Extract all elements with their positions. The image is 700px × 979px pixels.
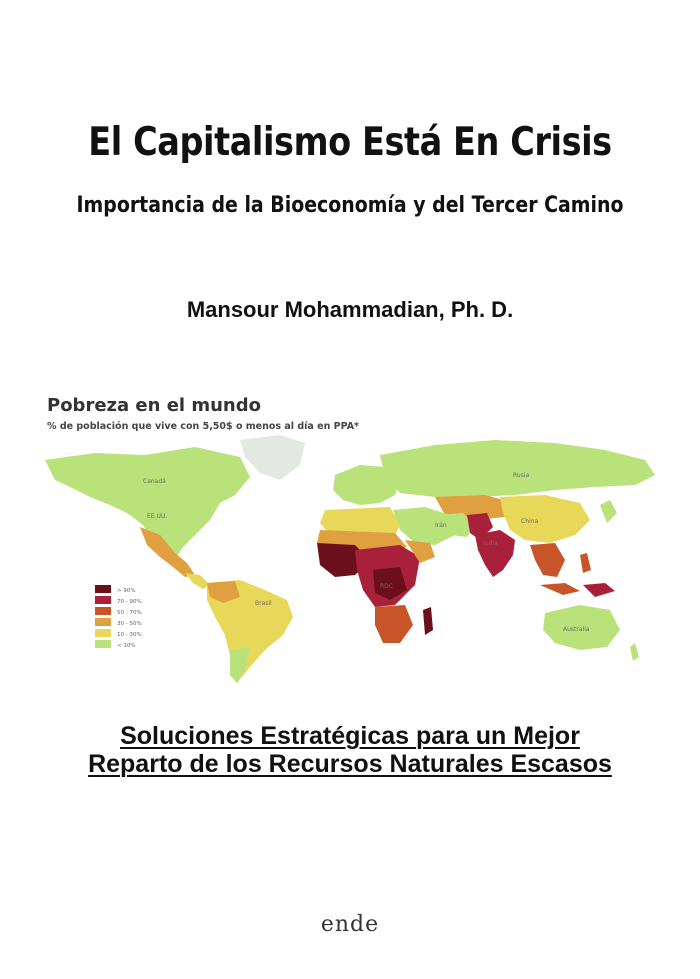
legend-label: 10 - 30% bbox=[117, 632, 142, 638]
tagline-line-2: Reparto de los Recursos Naturales Escasos bbox=[88, 750, 612, 778]
book-subtitle: Importancia de la Bioeconomía y del Tercer Camino bbox=[76, 193, 624, 218]
author-name: Mansour Mohammadian, Ph. D. bbox=[186, 297, 514, 322]
indonesia-1 bbox=[540, 583, 580, 595]
india bbox=[475, 530, 515, 577]
label-china: China bbox=[521, 518, 539, 525]
greenland bbox=[240, 435, 305, 480]
philippines bbox=[580, 553, 591, 573]
tagline-line-1: Soluciones Estratégicas para un Mejor bbox=[120, 722, 580, 750]
legend-label: 70 - 90% bbox=[117, 599, 142, 605]
label-australia: Australia bbox=[563, 626, 590, 633]
label-russia: Rusia bbox=[513, 472, 530, 479]
legend-label: 30 - 50% bbox=[117, 621, 142, 627]
southern-africa bbox=[375, 605, 413, 643]
legend-swatch bbox=[95, 640, 111, 648]
tagline bbox=[0, 722, 700, 778]
map-title: Pobreza en el mundo bbox=[47, 395, 261, 416]
legend-swatch bbox=[95, 607, 111, 615]
russia bbox=[380, 440, 655, 497]
legend-swatch bbox=[95, 618, 111, 626]
map-subtitle: % de población que vive con 5,50$ o menos al día en PPA* bbox=[47, 421, 360, 432]
label-india: India bbox=[483, 540, 498, 547]
label-usa: EE.UU. bbox=[147, 513, 168, 520]
japan bbox=[600, 500, 617, 523]
legend-swatch bbox=[95, 629, 111, 637]
legend-label: < 10% bbox=[117, 643, 136, 649]
map-legend bbox=[95, 585, 142, 649]
central-america bbox=[185, 573, 210, 589]
indonesia-2 bbox=[583, 583, 615, 597]
book-title: El Capitalismo Está En Crisis bbox=[88, 120, 612, 165]
legend-swatch bbox=[95, 596, 111, 604]
madagascar bbox=[423, 607, 433, 635]
southeast-asia bbox=[530, 543, 565, 577]
legend-swatch bbox=[95, 585, 111, 593]
legend-label: 50 - 70% bbox=[117, 610, 142, 616]
legend-label: > 90% bbox=[117, 588, 136, 594]
label-iran: Irán bbox=[435, 522, 447, 529]
label-drc: RDC bbox=[380, 583, 393, 590]
label-brazil: Brasil bbox=[255, 600, 272, 607]
label-canada: Canadá bbox=[143, 478, 166, 485]
publisher-logo: ende bbox=[320, 912, 380, 937]
new-zealand bbox=[630, 643, 639, 661]
poverty-map-figure bbox=[35, 385, 665, 685]
china bbox=[500, 495, 590, 543]
